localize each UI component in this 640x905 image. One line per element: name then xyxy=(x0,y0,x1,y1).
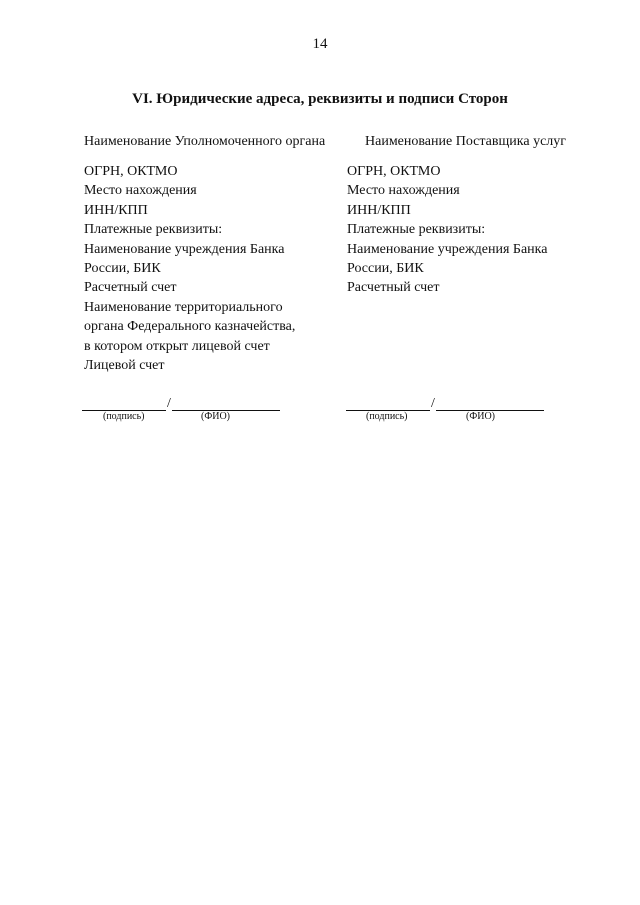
authority-detail-line: Платежные реквизиты: xyxy=(84,222,223,238)
authority-signature-caption: (подпись) xyxy=(103,411,145,422)
provider-details xyxy=(347,162,547,298)
authority-detail-line: Место нахождения xyxy=(84,183,197,199)
authority-detail-line: органа Федерального казначейства, xyxy=(84,319,296,335)
provider-heading: Наименование Поставщика услуг xyxy=(365,134,567,149)
authority-detail-line: Лицевой счет xyxy=(84,358,165,374)
provider-signature-line xyxy=(346,398,430,411)
authority-heading: Наименование Уполномоченного органа xyxy=(84,134,326,149)
authority-detail-line: Расчетный счет xyxy=(84,280,177,296)
provider-name-line xyxy=(436,398,544,411)
provider-name-caption: (ФИО) xyxy=(466,411,496,422)
authority-detail-line: Наименование территориального xyxy=(84,299,283,315)
authority-detail-line: ОГРН, ОКТМО xyxy=(84,164,178,179)
authority-detail-line: в котором открыт лицевой счет xyxy=(84,338,270,354)
provider-signature-block xyxy=(346,396,544,411)
authority-name-caption: (ФИО) xyxy=(201,411,231,422)
authority-name-line xyxy=(172,398,280,411)
provider-detail-line: ИНН/КПП xyxy=(347,202,411,218)
authority-signature-separator: / xyxy=(167,396,171,411)
authority-details xyxy=(84,162,295,375)
page-number: 14 xyxy=(312,36,328,52)
provider-detail-line: Место нахождения xyxy=(347,183,460,199)
provider-signature-separator: / xyxy=(431,396,435,411)
authority-signature-block xyxy=(82,396,280,411)
section-title: VI. Юридические адреса, реквизиты и подписи Сторон xyxy=(132,91,508,107)
provider-signature-caption: (подпись) xyxy=(366,411,408,422)
provider-detail-line: Наименование учреждения Банка xyxy=(347,241,548,257)
provider-detail-line: Расчетный счет xyxy=(347,280,440,296)
authority-detail-line: Наименование учреждения Банка xyxy=(84,241,285,257)
authority-signature-line xyxy=(82,398,166,411)
provider-detail-line: Платежные реквизиты: xyxy=(347,222,486,238)
authority-detail-line: ИНН/КПП xyxy=(84,202,148,218)
provider-detail-line: ОГРН, ОКТМО xyxy=(347,164,441,179)
authority-detail-line: России, БИК xyxy=(84,261,161,277)
provider-detail-line: России, БИК xyxy=(347,261,424,277)
